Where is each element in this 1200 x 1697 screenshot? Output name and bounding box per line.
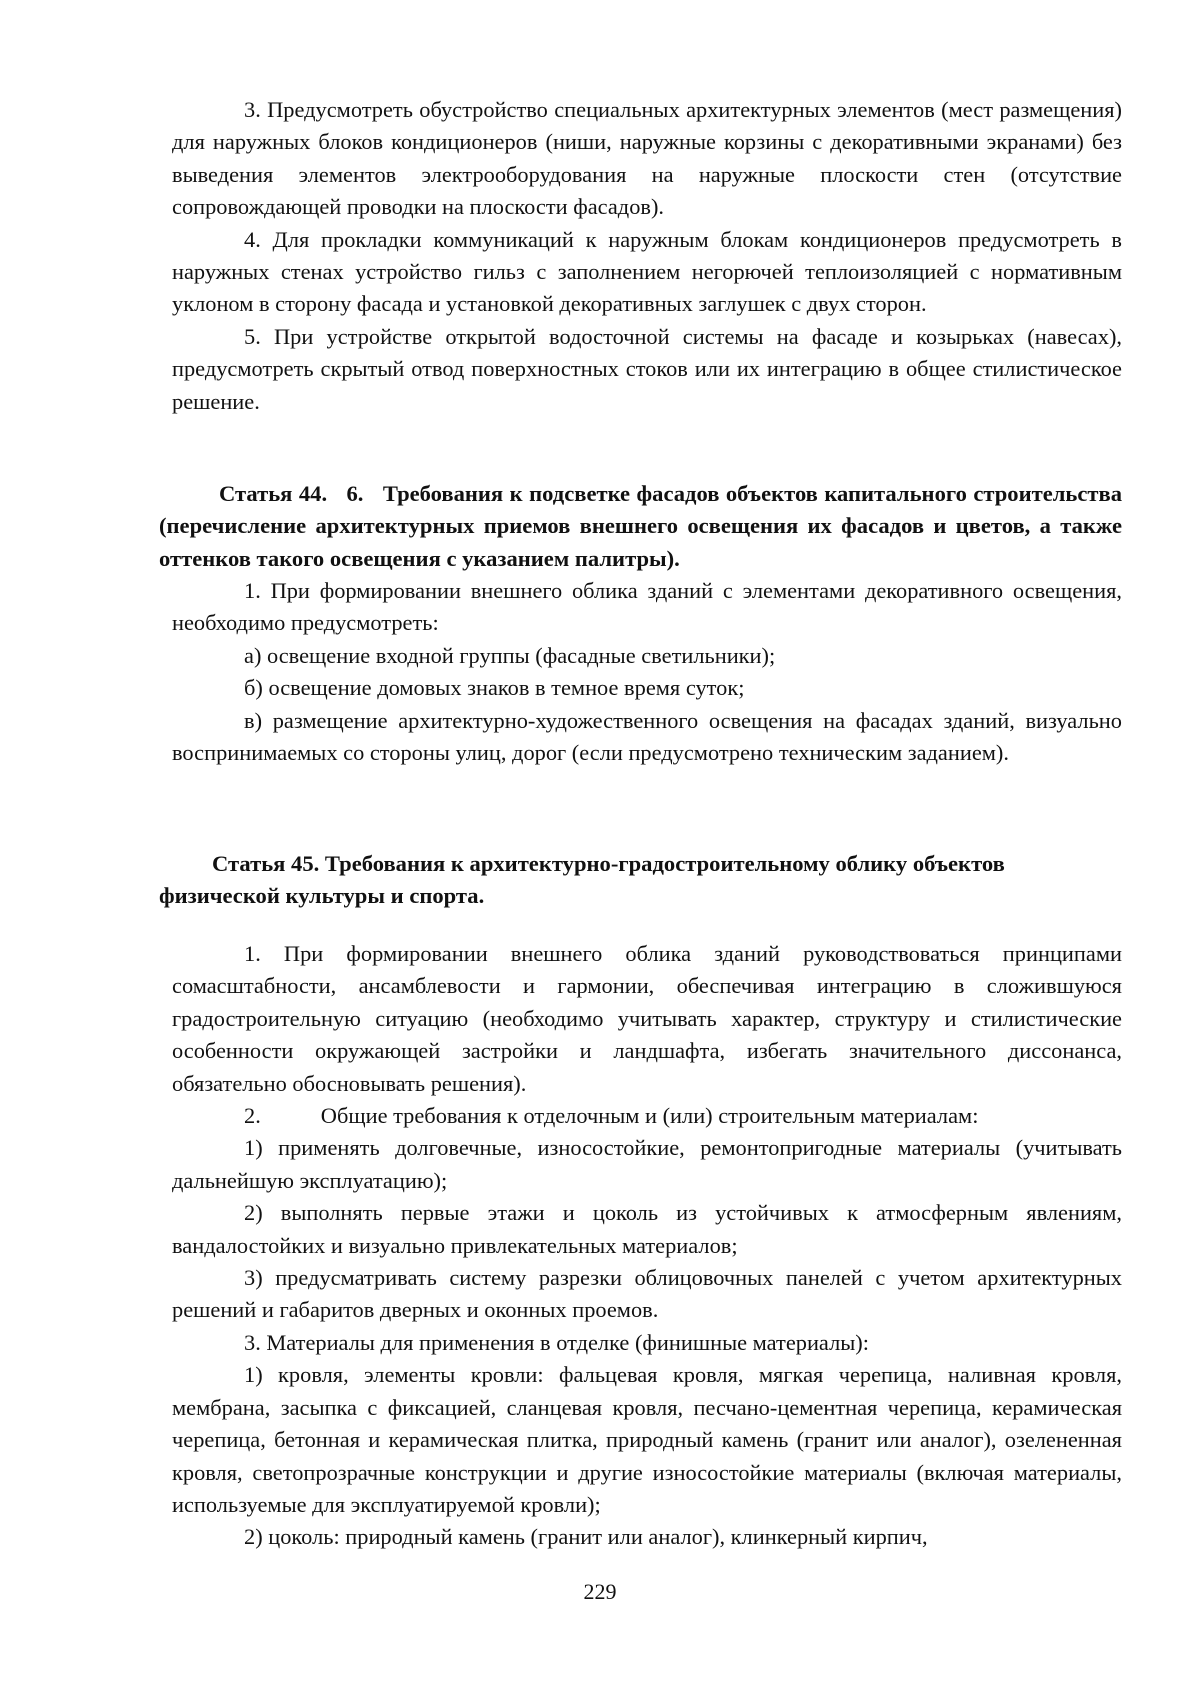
article-44-heading: Статья 44. 6. Требования к подсветке фасадов объектов капитального строительства (перечисление архитектурных приемов внешнего освещения их фасадов и цветов, а также оттенков такого освещения с указанием палитры). bbox=[159, 481, 1128, 571]
article-45-heading: Статья 45. Требования к архитектурно-градостроительному облику объектов физической культуры и спорта. bbox=[159, 851, 1005, 909]
a45-paragraph-2-text: Общие требования к отделочным и (или) строительным материалам: bbox=[320, 1103, 979, 1129]
section-ventilation bbox=[172, 94, 1122, 418]
paragraph-3: 3. Предусмотреть обустройство специальных архитектурных элементов (мест размещения) для наружных блоков кондиционеров (ниши, наружные корзины с декоративными экранами) без выведения элементов электрооборудования на наружные плоскости стен (отсутствие сопровождающей проводки на плоскости фасадов). bbox=[172, 97, 1122, 220]
a45-paragraph-1: 1. При формировании внешнего облика зданий руководствоваться принципами сомасштабности, ансамблевости и гармонии, обеспечивая интеграцию в сложившуюся градостроительную ситуацию (необходимо учитывать характер, структуру и стилистические особенности окружающей застройки и ландшафта, избегать значительного диссонанса, обязательно обосновывать решения). bbox=[172, 941, 1122, 1096]
a45-item-2-1: 1) применять долговечные, износостойкие, ремонтопригодные материалы (учитывать дальнейшую эксплуатацию); bbox=[172, 1135, 1122, 1193]
a44-item-a: а) освещение входной группы (фасадные светильники); bbox=[244, 642, 776, 668]
a45-item-2-3: 3) предусматривать систему разрезки облицовочных панелей с учетом архитектурных решений и габаритов дверных и оконных проемов. bbox=[172, 1265, 1122, 1323]
article-45-body bbox=[172, 938, 1122, 1554]
a44-paragraph-1: 1. При формировании внешнего облика зданий с элементами декоративного освещения, необходимо предусмотреть: bbox=[172, 578, 1122, 636]
paragraph-4: 4. Для прокладки коммуникаций к наружным блокам кондиционеров предусмотреть в наружных стенах устройство гильз с заполнением негорючей теплоизоляцией с нормативным уклоном в сторону фасада и установкой декоративных заглушек с двух сторон. bbox=[172, 226, 1122, 317]
a45-item-3-1: 1) кровля, элементы кровли: фальцевая кровля, мягкая черепица, наливная кровля, мембрана, засыпка с фиксацией, сланцевая кровля, песчано-цементная черепица, керамическая черепица, бетонная и керамическая плитка, природный камень (гранит или аналог), озелененная кровля, светопрозрачные конструкции и другие износостойкие материалы (включая материалы, используемые для эксплуатируемой кровли); bbox=[172, 1362, 1122, 1517]
a45-paragraph-3: 3. Материалы для применения в отделке (финишные материалы): bbox=[244, 1329, 869, 1355]
paragraph-5: 5. При устройстве открытой водосточной системы на фасаде и козырьках (навесах), предусмотреть скрытый отвод поверхностных стоков или их интеграцию в общее стилистическое решение. bbox=[172, 323, 1122, 414]
a44-item-b: б) освещение домовых знаков в темное время суток; bbox=[244, 675, 745, 701]
a45-paragraph-2 bbox=[172, 1100, 1122, 1132]
page-number: 229 bbox=[583, 1579, 617, 1604]
a44-item-c: в) размещение архитектурно-художественного освещения на фасадах зданий, визуально воспринимаемых со стороны улиц, дорог (если предусмотрено техническим заданием). bbox=[172, 707, 1122, 766]
a45-paragraph-2-number: 2. bbox=[244, 1103, 261, 1129]
a45-item-2-2: 2) выполнять первые этажи и цоколь из устойчивых к атмосферным явлениям, вандалостойких и визуально привлекательных материалов; bbox=[172, 1200, 1122, 1258]
a45-item-3-2: 2) цоколь: природный камень (гранит или аналог), клинкерный кирпич, bbox=[244, 1524, 928, 1550]
article-44-body bbox=[172, 575, 1122, 769]
